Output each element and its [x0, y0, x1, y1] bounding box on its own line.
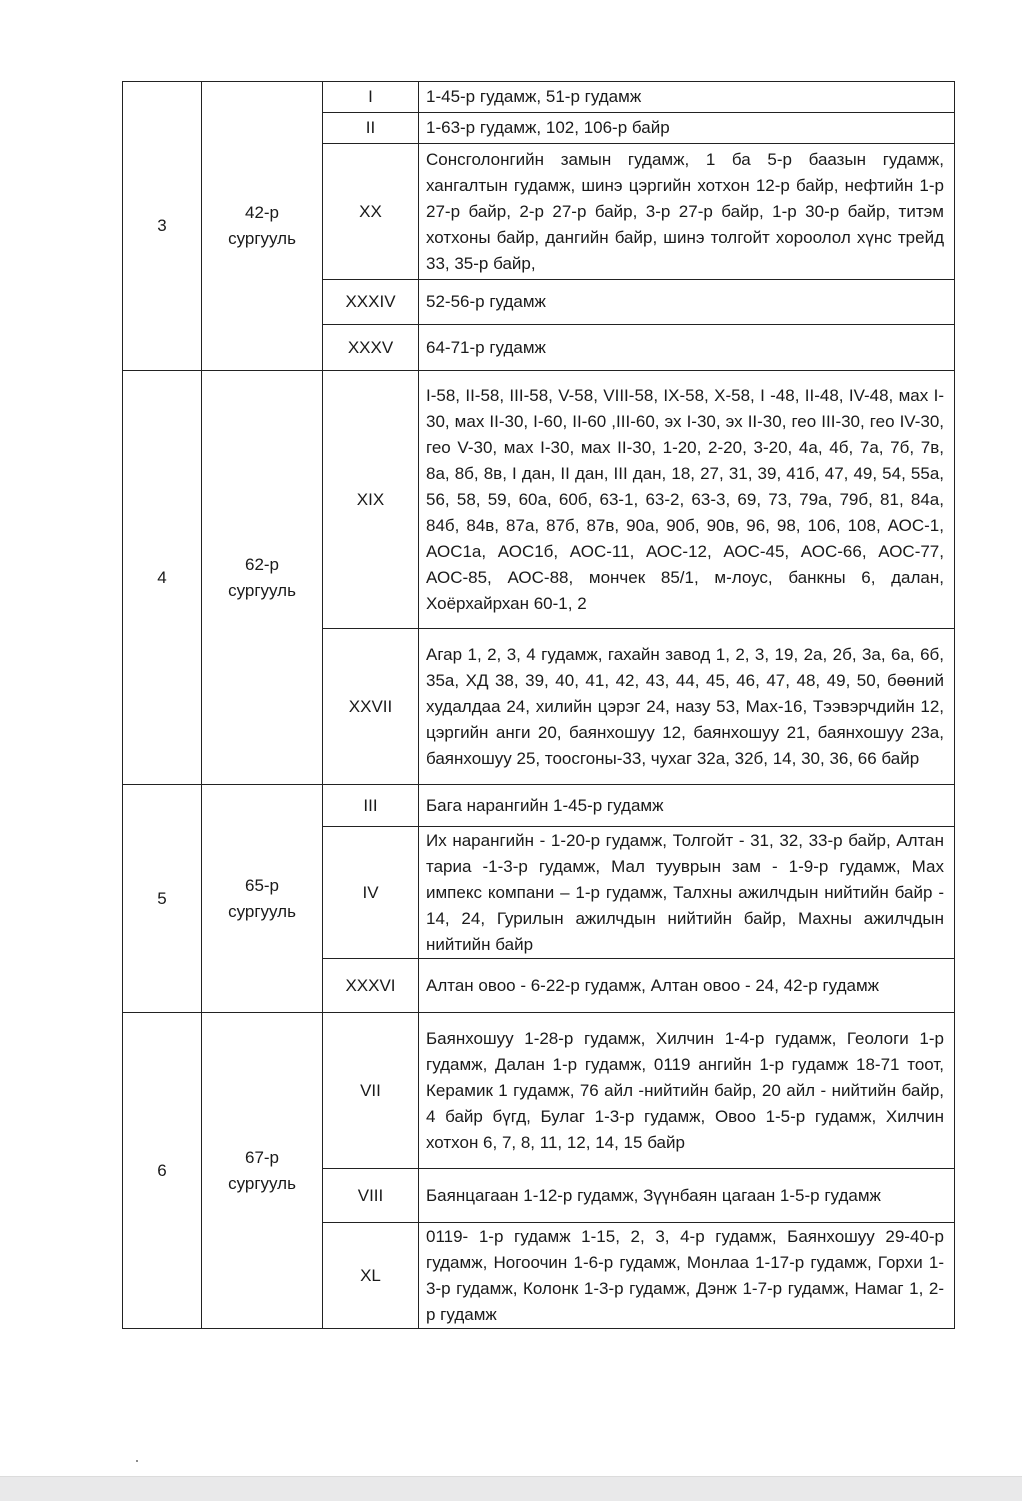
- address-list: 52-56-р гудамж: [419, 280, 955, 325]
- address-list: Агар 1, 2, 3, 4 гудамж, гахайн завод 1, 2, 3, 19, 2а, 2б, 3а, 6а, 6б, 35а, ХД 38, 39, 40, 41, 42, 43, 44, 45, 46, 47, 48, 49, 50, бөөний худалдаа 24, хилийн цэрэг 24, назу 53, Мах-16, Тээвэрчдийн 12, цэргийн анги 20, баянхошуу 12, баянхошуу 21, баянхошуу 23а, баянхошуу 25, тоосгоны-33, чухаг 32а, 32б, 14, 30, 36, 66 байр: [419, 629, 955, 785]
- district-code: XXXIV: [323, 280, 419, 325]
- address-list: Сонсголонгийн замын гудамж, 1 ба 5-р баазын гудамж, хангалтын гудамж, шинэ цэргийн хотхон 12-р байр, нефтийн 1-р 27-р байр, 2-р 27-р байр, 3-р 27-р байр, 1-р 30-р байр, титэм хотхоны байр, дангийн байр, шинэ толгойт хороолол хүнс трейд 33, 35-р байр,: [419, 144, 955, 280]
- table-row: [123, 371, 955, 629]
- district-code: XXVII: [323, 629, 419, 785]
- address-list: 1-45-р гудамж, 51-р гудамж: [419, 82, 955, 113]
- row-number: 6: [123, 1013, 202, 1329]
- school-name: [202, 371, 323, 785]
- district-code: VIII: [323, 1169, 419, 1223]
- row-number: 3: [123, 82, 202, 371]
- district-code: XXXV: [323, 325, 419, 371]
- school-district-table: [122, 81, 955, 1329]
- table-row: [123, 785, 955, 827]
- table-row: [123, 82, 955, 113]
- district-code: XXXVI: [323, 959, 419, 1013]
- school-label: сургууль: [228, 1173, 296, 1193]
- district-code: XX: [323, 144, 419, 280]
- address-list: 0119- 1-р гудамж 1-15, 2, 3, 4-р гудамж, Баянхошуу 29-40-р гудамж, Ногоочин 1-6-р гудамж, Монлаа 1-17-р гудамж, Горхи 1-3-р гудамж, Колонк 1-3-р гудамж, Дэнж 1-7-р гудамж, Намаг 1, 2-р гудамж: [419, 1223, 955, 1329]
- school-name: [202, 82, 323, 371]
- school-label: сургууль: [228, 229, 296, 248]
- address-list: 64-71-р гудамж: [419, 325, 955, 371]
- district-code: III: [323, 785, 419, 827]
- address-list: Баянцагаан 1-12-р гудамж, Зүүнбаян цагаан 1-5-р гудамж: [419, 1169, 955, 1223]
- address-list: Баянхошуу 1-28-р гудамж, Хилчин 1-4-р гудамж, Геологи 1-р гудамж, Далан 1-р гудамж, 0119 ангийн 1-р гудамж 18-71 тоот, Керамик 1 гудамж, 76 айл -нийтийн байр, 20 айл - нийтийн байр, 4 байр бүгд, Булаг 1-3-р гудамж, Овоо 1-5-р гудамж, Хилчин хотхон 6, 7, 8, 11, 12, 14, 15 байр: [419, 1013, 955, 1169]
- district-code: IV: [323, 827, 419, 959]
- school-number: 67-р: [244, 1147, 280, 1167]
- viewer-bottom-bar: [0, 1476, 1022, 1501]
- school-label: сургууль: [228, 901, 296, 921]
- school-number: 62-р: [244, 554, 280, 574]
- address-list: Бага нарангийн 1-45-р гудамж: [419, 785, 955, 827]
- district-code: XIX: [323, 371, 419, 629]
- district-code: VII: [323, 1013, 419, 1169]
- school-number: 42-р: [244, 203, 280, 222]
- row-number: 5: [123, 785, 202, 1013]
- address-list: Их нарангийн - 1-20-р гудамж, Толгойт - 31, 32, 33-р байр, Алтан тариа -1-3-р гудамж, Мал тууврын зам - 1-9-р гудамж, Мах импекс компани – 1-р гудамж, Талхны ажилчдын нийтийн байр - 14, 24, Гурилын ажилчдын нийтийн байр, Махны ажилчдын нийтийн байр: [419, 827, 955, 959]
- district-code: II: [323, 113, 419, 144]
- school-label: сургууль: [228, 580, 296, 600]
- school-number: 65-р: [244, 875, 280, 895]
- scan-speck: [136, 1460, 138, 1462]
- address-list: Алтан овоо - 6-22-р гудамж, Алтан овоо - 24, 42-р гудамж: [419, 959, 955, 1013]
- row-number: 4: [123, 371, 202, 785]
- address-list: I-58, II-58, III-58, V-58, VIII-58, IX-58, X-58, I -48, II-48, IV-48, мах I-30, мах II-30, I-60, II-60 ,III-60, эх I-30, эх II-30, гео III-30, гео IV-30, гео V-30, мах I-30, мах II-30, 1-20, 2-20, 3-20, 4а, 4б, 7а, 7б, 7в, 8а, 8б, 8в, I дан, II дан, III дан, 18, 27, 31, 39, 41б, 47, 49, 54, 55а, 56, 58, 59, 60а, 60б, 63-1, 63-2, 63-3, 69, 73, 79а, 79б, 81, 84а, 84б, 84в, 87а, 87б, 87в, 90а, 90б, 90в, 96, 98, 106, 108, АОС-1, АОС1а, АОС1б, АОС-11, АОС-12, АОС-45, АОС-66, АОС-77, АОС-85, АОС-88, мончек 85/1, м-лоус, банкны 6, далан, Хоёрхайрхан 60-1, 2: [419, 371, 955, 629]
- district-code: I: [323, 82, 419, 113]
- table-row: [123, 1013, 955, 1169]
- address-list: 1-63-р гудамж, 102, 106-р байр: [419, 113, 955, 144]
- school-name: [202, 785, 323, 1013]
- district-code: XL: [323, 1223, 419, 1329]
- school-name: [202, 1013, 323, 1329]
